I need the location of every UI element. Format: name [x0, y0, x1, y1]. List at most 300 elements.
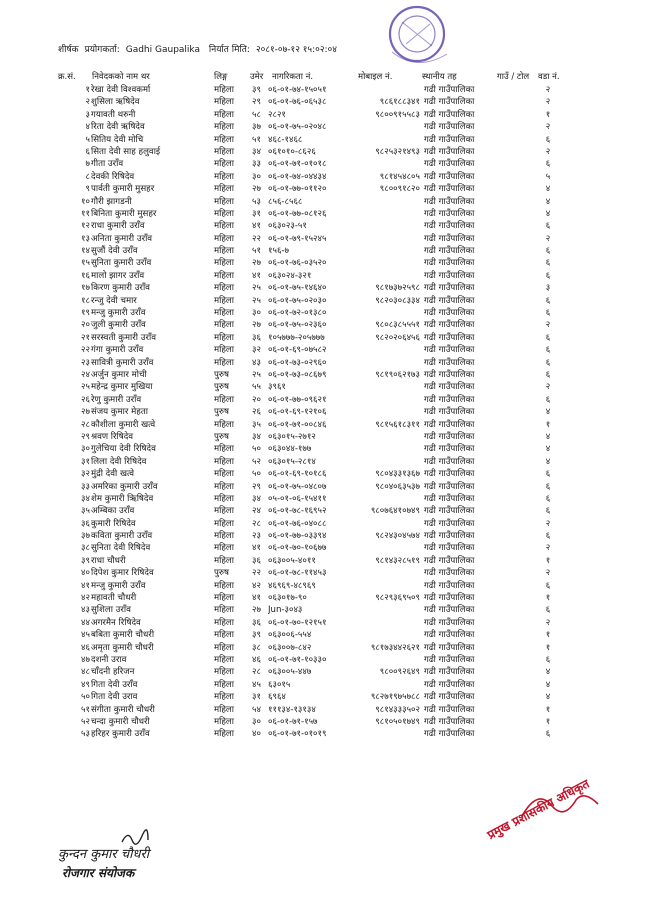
table-row	[0, 704, 661, 716]
row-age: ३७	[252, 122, 261, 133]
row-mobile: ९८२५३२१४९३	[375, 146, 420, 157]
table-row	[0, 592, 661, 604]
row-age: ४२	[252, 580, 261, 591]
table-row	[0, 654, 661, 666]
row-name: अमृता कुमारी चौधरी	[91, 642, 154, 653]
row-citizenship: २८२१	[268, 109, 286, 120]
row-local-level: गढी गाउँपालिका	[424, 369, 475, 380]
table-row	[0, 109, 661, 121]
row-sn: ४२	[81, 593, 90, 604]
row-gender: महिला	[214, 184, 234, 195]
row-citizenship: ०६-०१-७०-१२१५१	[268, 617, 327, 628]
row-mobile: ९८०७६४१०७४९	[370, 506, 420, 517]
row-ward: ६	[545, 729, 551, 740]
row-age: २२	[252, 233, 261, 244]
table-row	[0, 555, 661, 567]
table-row	[0, 146, 661, 158]
row-sn: १०	[81, 196, 90, 207]
row-gender: महिला	[214, 481, 234, 492]
row-citizenship: ०६-०१-६९-१२१०६	[268, 407, 327, 418]
row-mobile: ९८००९२६४९	[379, 667, 420, 678]
row-citizenship: ४६८-१४६८	[268, 134, 303, 145]
row-local-level: गढी गाउँपालिका	[424, 692, 475, 703]
row-name: सुजौं देवी उराँव	[91, 246, 138, 257]
row-local-level: गढी गाउँपालिका	[424, 394, 475, 405]
row-name: गंगा कुमारी उराँव	[91, 345, 144, 356]
row-age: ५८	[252, 109, 261, 120]
row-gender: महिला	[214, 493, 234, 504]
row-local-level: गढी गाउँपालिका	[424, 146, 475, 157]
row-sn: २४	[81, 369, 90, 380]
row-sn: २२	[81, 345, 90, 356]
row-name: जुली कुमारी उराँव	[91, 320, 146, 331]
row-gender: महिला	[214, 221, 234, 232]
row-sn: १४	[81, 246, 90, 257]
row-citizenship: ०६-०१-७६-०६५३८	[268, 97, 327, 108]
row-sn: ३६	[81, 518, 90, 529]
row-ward: २	[545, 543, 551, 554]
row-sn: १	[85, 85, 90, 95]
row-ward: ४	[545, 196, 551, 207]
row-citizenship: ०६-०१-७३-०२९६०	[268, 357, 327, 368]
row-local-level: गढी गाउँपालिका	[424, 221, 475, 232]
signatory-name: कुन्दन कुमार चौधरी	[58, 847, 150, 862]
row-ward: ६	[545, 246, 551, 257]
row-citizenship: ०६३००५-४०११	[268, 555, 316, 566]
row-local-level: गढी गाउँपालिका	[424, 97, 475, 108]
row-age: २३	[252, 531, 261, 542]
table-row	[0, 716, 661, 728]
row-ward: ४	[545, 456, 551, 467]
row-name: गिता देवी उराँव	[91, 679, 138, 690]
row-ward: ६	[545, 270, 551, 281]
row-citizenship: ८५६-८५६८	[268, 196, 303, 207]
table-row	[0, 394, 661, 406]
table-row	[0, 481, 661, 493]
office-stamp	[372, 2, 462, 76]
row-name: मन्जु कुमारी उराँव	[91, 308, 146, 319]
row-local-level: गढी गाउँपालिका	[424, 593, 475, 604]
row-local-level: गढी गाउँपालिका	[424, 679, 475, 690]
row-local-level: गढी गाउँपालिका	[424, 444, 475, 455]
row-gender: महिला	[214, 246, 234, 257]
row-sn: ३९	[81, 555, 90, 566]
row-age: ४०	[252, 729, 261, 740]
row-citizenship: ०६-०१-७८-१६९५२	[268, 506, 327, 517]
row-gender: महिला	[214, 729, 234, 740]
row-age: ३९	[252, 630, 261, 641]
row-name: देवकी रिषिदेव	[91, 171, 135, 182]
row-name: संजय कुमार मेहता	[91, 407, 148, 418]
row-sn: ८	[85, 171, 90, 182]
row-citizenship: १०५७७७-२०५७७७	[268, 332, 325, 343]
row-mobile: ९८२०२०६४५६	[375, 332, 420, 343]
row-age: ३४	[252, 493, 261, 504]
row-age: ३४	[252, 146, 261, 157]
row-name: सिता देवी साह हलुवाई	[91, 146, 161, 157]
row-citizenship: ६३०१५	[268, 679, 291, 690]
row-gender: महिला	[214, 134, 234, 145]
row-sn: ३१	[81, 456, 90, 467]
table-row	[0, 357, 661, 369]
row-sn: २७	[81, 407, 90, 418]
row-gender: महिला	[214, 605, 234, 616]
row-gender: पुरुष	[214, 568, 229, 579]
table-row	[0, 121, 661, 133]
row-gender: महिला	[214, 295, 234, 306]
row-citizenship: ०६-०१-७६-०४०८८	[268, 518, 327, 529]
row-age: ५१	[252, 246, 261, 257]
row-local-level: गढी गाउँपालिका	[424, 531, 475, 542]
row-ward: ६	[545, 159, 551, 170]
row-gender: पुरुष	[214, 407, 229, 418]
signature-left	[58, 830, 198, 900]
row-name: गयावती थरुनी	[91, 109, 136, 120]
row-gender: महिला	[214, 146, 234, 157]
col-name: निवेदकको नाम थर	[92, 72, 150, 82]
row-sn: १८	[81, 295, 90, 306]
row-mobile: ९८००९१८२०	[379, 184, 420, 195]
row-name: महावती चौधरी	[91, 593, 137, 604]
row-ward: ६	[545, 580, 551, 591]
row-ward: २	[545, 320, 551, 331]
row-local-level: गढी गाउँपालिका	[424, 667, 475, 678]
row-name: कविता कुमारी उराँव	[91, 531, 153, 542]
row-gender: महिला	[214, 593, 234, 604]
col-local-level: स्थानीय तह	[422, 72, 457, 82]
row-citizenship: ०६३०१५-२७१२	[268, 431, 316, 442]
row-ward: १	[545, 716, 551, 727]
row-ward: २	[545, 233, 551, 244]
row-sn: ३७	[81, 531, 90, 542]
col-citizenship: नागरिकता नं.	[272, 72, 314, 82]
row-sn: २६	[81, 394, 90, 405]
row-age: ३६	[252, 617, 261, 628]
row-citizenship: ०६३०४४-१७७	[268, 444, 312, 455]
row-age: ४६	[252, 654, 261, 665]
table-row	[0, 295, 661, 307]
table-header	[0, 71, 661, 83]
row-sn: १५	[81, 258, 90, 269]
row-ward: ४	[545, 444, 551, 455]
export-label: निर्यात मिति:	[208, 45, 250, 55]
table-row	[0, 679, 661, 691]
row-citizenship: ४६९६९-४८९६९	[268, 580, 316, 591]
row-sn: १२	[81, 221, 90, 232]
row-sn: ४७	[81, 654, 90, 665]
row-gender: महिला	[214, 580, 234, 591]
row-sn: ३	[85, 109, 90, 120]
row-citizenship: ०६३०१५-२८१४	[268, 456, 316, 467]
row-age: २५	[252, 283, 261, 294]
row-citizenship: ०६-०१-७७-०३३९४	[268, 531, 327, 542]
table-row	[0, 542, 661, 554]
row-sn: २९	[81, 431, 90, 442]
row-citizenship: ०६३००६-५५४	[268, 630, 312, 641]
row-name: गुलेचिया देवी रिषिदेव	[91, 444, 156, 455]
row-sn: ४८	[81, 667, 90, 678]
row-age: ३४	[252, 431, 261, 442]
row-sn: ४	[85, 122, 90, 133]
row-name: श्रवण रिषिदेव	[91, 431, 134, 442]
row-gender: महिला	[214, 531, 234, 542]
row-ward: ६	[545, 369, 551, 380]
row-age: २७	[252, 320, 261, 331]
row-local-level: गढी गाउँपालिका	[424, 159, 475, 170]
row-age: २०	[252, 394, 261, 405]
row-ward: ४	[545, 431, 551, 442]
row-age: ३१	[252, 208, 261, 219]
row-citizenship: ०६-०१-७१-१५७	[268, 716, 318, 727]
table-row	[0, 183, 661, 195]
table-row	[0, 580, 661, 592]
row-local-level: गढी गाउँपालिका	[424, 729, 475, 740]
row-name: किरण कुमारी उराँव	[91, 283, 150, 294]
row-gender: महिला	[214, 171, 234, 182]
table-row	[0, 431, 661, 443]
row-gender: महिला	[214, 692, 234, 703]
row-local-level: गढी गाउँपालिका	[424, 246, 475, 257]
table-row	[0, 518, 661, 530]
row-name: पार्वती कुमारी मुसहर	[91, 184, 155, 195]
row-local-level: गढी गाउँपालिका	[424, 233, 475, 244]
row-age: ३०	[252, 308, 261, 319]
row-mobile: ९८१४३२८५१९	[375, 555, 420, 566]
row-local-level: गढी गाउँपालिका	[424, 270, 475, 281]
row-citizenship: ०६-०१-७१-१०३३०	[268, 654, 327, 665]
row-gender: महिला	[214, 555, 234, 566]
table-row	[0, 691, 661, 703]
row-ward: २	[545, 617, 551, 628]
row-local-level: गढी गाउँपालिका	[424, 506, 475, 517]
table-row	[0, 282, 661, 294]
row-local-level: गढी गाउँपालिका	[424, 122, 475, 133]
row-gender: महिला	[214, 642, 234, 653]
row-citizenship: ६९६४	[268, 692, 286, 703]
row-age: ३३	[252, 159, 261, 170]
row-ward: ४	[545, 692, 551, 703]
row-mobile: ९८२०३०८३३४	[375, 295, 420, 306]
row-name: शेम कुमारी ऋिषिदेव	[91, 493, 154, 504]
table-row	[0, 270, 661, 282]
table-row	[0, 406, 661, 418]
row-name: मन्जु कुमारी उराँव	[91, 580, 146, 591]
row-sn: ११	[81, 208, 90, 219]
row-local-level: गढी गाउँपालिका	[424, 258, 475, 269]
row-ward: ६	[545, 531, 551, 542]
row-citizenship: ०६१०१०-८६२६	[268, 146, 316, 157]
row-citizenship: ०६-०१-७६-०३५२०	[268, 258, 327, 269]
row-local-level: गढी गाउँपालिका	[424, 580, 475, 591]
row-name: बिनिता कुमारी मुसहर	[91, 208, 157, 219]
row-mobile: ९८१४३३३५०२	[375, 704, 420, 715]
row-sn: ४०	[81, 568, 90, 579]
row-ward: १	[545, 642, 551, 653]
row-local-level: गढी गाउँपालिका	[424, 617, 475, 628]
row-name: महेन्द्र कुमार मुखिया	[91, 382, 153, 393]
row-age: ४५	[252, 679, 261, 690]
table-body	[0, 84, 661, 741]
row-name: गीता उराँव	[91, 159, 124, 170]
row-name: रन्जु देवी चमार	[91, 295, 137, 306]
table-row	[0, 443, 661, 455]
row-local-level: गढी गाउँपालिका	[424, 357, 475, 368]
table-row	[0, 629, 661, 641]
row-ward: ३	[545, 283, 551, 294]
row-mobile: ९८१०५०१७४९	[375, 716, 420, 727]
row-name: रेणु कुमारी उराँव	[91, 394, 142, 405]
row-gender: महिला	[214, 233, 234, 244]
row-ward: ६	[545, 221, 551, 232]
row-sn: २५	[81, 382, 90, 393]
row-gender: महिला	[214, 456, 234, 467]
row-local-level: गढी गाउँपालिका	[424, 283, 475, 294]
table-row	[0, 419, 661, 431]
row-sn: ३४	[81, 493, 90, 504]
row-sn: १९	[81, 308, 90, 319]
row-age: ३०	[252, 171, 261, 182]
row-age: ५५	[252, 382, 261, 393]
row-gender: महिला	[214, 630, 234, 641]
row-ward: ६	[545, 506, 551, 517]
row-local-level: गढी गाउँपालिका	[424, 518, 475, 529]
row-mobile: ९८००९१५५८३	[375, 109, 420, 120]
row-local-level: गढी गाउँपालिका	[424, 196, 475, 207]
row-ward: ५	[545, 171, 551, 182]
row-age: ४३	[252, 357, 261, 368]
row-gender: महिला	[214, 208, 234, 219]
row-age: ३०	[252, 716, 261, 727]
table-row	[0, 642, 661, 654]
row-local-level: गढी गाउँपालिका	[424, 716, 475, 727]
row-citizenship: १५६-७	[268, 246, 289, 257]
row-age: ३९	[252, 85, 261, 95]
row-mobile: ९८१५६१८३११	[375, 419, 420, 430]
row-name: राधा कुमारी उराँव	[91, 221, 145, 232]
table-row	[0, 369, 661, 381]
row-citizenship: Jun-३०४३	[268, 605, 303, 616]
row-gender: महिला	[214, 258, 234, 269]
row-sn: ३३	[81, 481, 90, 492]
heading-user: Gadhi Gaupalika	[125, 45, 200, 55]
row-ward: ६	[545, 332, 551, 343]
row-local-level: गढी गाउँपालिका	[424, 295, 475, 306]
row-citizenship: ०६-०१-७९-१५२४५	[268, 233, 327, 244]
row-sn: २१	[81, 332, 90, 343]
row-ward: १	[545, 630, 551, 641]
row-ward: १	[545, 109, 551, 120]
table-row	[0, 220, 661, 232]
col-mobile: मोबाइल नं.	[358, 72, 393, 82]
row-gender: महिला	[214, 97, 234, 108]
col-ward: गाउँ / टोल	[497, 72, 530, 82]
row-ward: १	[545, 593, 551, 604]
row-ward: १	[545, 704, 551, 715]
row-name: अम्बिका उराँव	[91, 506, 135, 517]
row-sn: ४९	[81, 679, 90, 690]
row-local-level: गढी गाउँपालिका	[424, 456, 475, 467]
row-mobile: ९८१७३७२५९८	[375, 283, 420, 294]
signatory-role: रोजगार संयोजक	[62, 866, 135, 880]
row-mobile: ९८१४५४८०५	[379, 171, 420, 182]
row-gender: महिला	[214, 320, 234, 331]
row-age: ४१	[252, 270, 261, 281]
table-row	[0, 158, 661, 170]
row-ward: ६	[545, 308, 551, 319]
row-local-level: गढी गाउँपालिका	[424, 704, 475, 715]
row-mobile: ९८६१८८३४१	[379, 97, 420, 108]
row-name: अगरमैन रिषिदेव	[91, 617, 141, 628]
row-gender: महिला	[214, 308, 234, 319]
row-gender: महिला	[214, 270, 234, 281]
row-citizenship: ०६-०१-७८-११४५३	[268, 568, 327, 579]
row-local-level: गढी गाउँपालिका	[424, 345, 475, 356]
row-gender: महिला	[214, 332, 234, 343]
row-age: २७	[252, 605, 261, 616]
row-ward: ६	[545, 605, 551, 616]
row-name: अर्जुन कुमार मोची	[91, 369, 147, 380]
row-citizenship: ०६-०१-७१-०१०१८	[268, 159, 327, 170]
table-row	[0, 666, 661, 678]
row-sn: ५०	[81, 692, 90, 703]
row-name: चन्दा कुमारी चौधरी	[91, 716, 150, 727]
row-ward: ४	[545, 667, 551, 678]
row-sn: ७	[85, 159, 90, 170]
table-row	[0, 245, 661, 257]
row-local-level: गढी गाउँपालिका	[424, 332, 475, 343]
row-name: अनिता कुमारी उराँव	[91, 233, 153, 244]
row-local-level: गढी गाउँपालिका	[424, 493, 475, 504]
row-sn: ९	[85, 184, 90, 195]
row-age: २८	[252, 518, 261, 529]
table-row	[0, 96, 661, 108]
table-row	[0, 505, 661, 517]
row-name: सरस्वती कुमारी उराँव	[91, 332, 156, 343]
row-sn: ४१	[81, 580, 90, 591]
row-sn: २०	[81, 320, 90, 331]
row-name: कुमारी रिषिदेव	[91, 518, 136, 529]
row-citizenship: ०६-०१-७७-०११२०	[268, 184, 327, 195]
row-name: अमरिका कुमारी उराँव	[91, 481, 158, 492]
export-date: २०८१-०७-१२ १५:०२:०४	[255, 45, 337, 55]
row-name: सुशिला उराँव	[91, 605, 131, 616]
row-mobile: ९८२७१९७५७८८	[370, 692, 420, 703]
table-row	[0, 530, 661, 542]
row-age: ३६	[252, 332, 261, 343]
row-name: गिता देवी उराव	[91, 692, 138, 703]
row-age: ४१	[252, 593, 261, 604]
row-mobile: ९८०८३८५५५१	[375, 320, 420, 331]
row-mobile: ९८०४०६३५३७	[375, 481, 420, 492]
row-age: २६	[252, 407, 261, 418]
row-citizenship: ०६-०१-६९-१०१८६	[268, 469, 327, 480]
officer-role: प्रमुख प्रशासकीय अधिकृत	[484, 776, 592, 843]
row-local-level: गढी गाउँपालिका	[424, 171, 475, 182]
row-citizenship: ०६३०१७-९०	[268, 593, 307, 604]
row-gender: पुरुष	[214, 431, 229, 442]
row-name: मालो झागर उराँव	[91, 270, 145, 281]
table-row	[0, 171, 661, 183]
row-local-level: गढी गाउँपालिका	[424, 134, 475, 145]
row-sn: २३	[81, 357, 90, 368]
row-citizenship: ०६-०१-६९-०७५८२	[268, 345, 327, 356]
row-sn: ४५	[81, 630, 90, 641]
row-gender: महिला	[214, 444, 234, 455]
row-ward: ६	[545, 295, 551, 306]
table-row	[0, 196, 661, 208]
row-name: दशनी उराव	[91, 654, 127, 665]
row-gender: महिला	[214, 122, 234, 133]
